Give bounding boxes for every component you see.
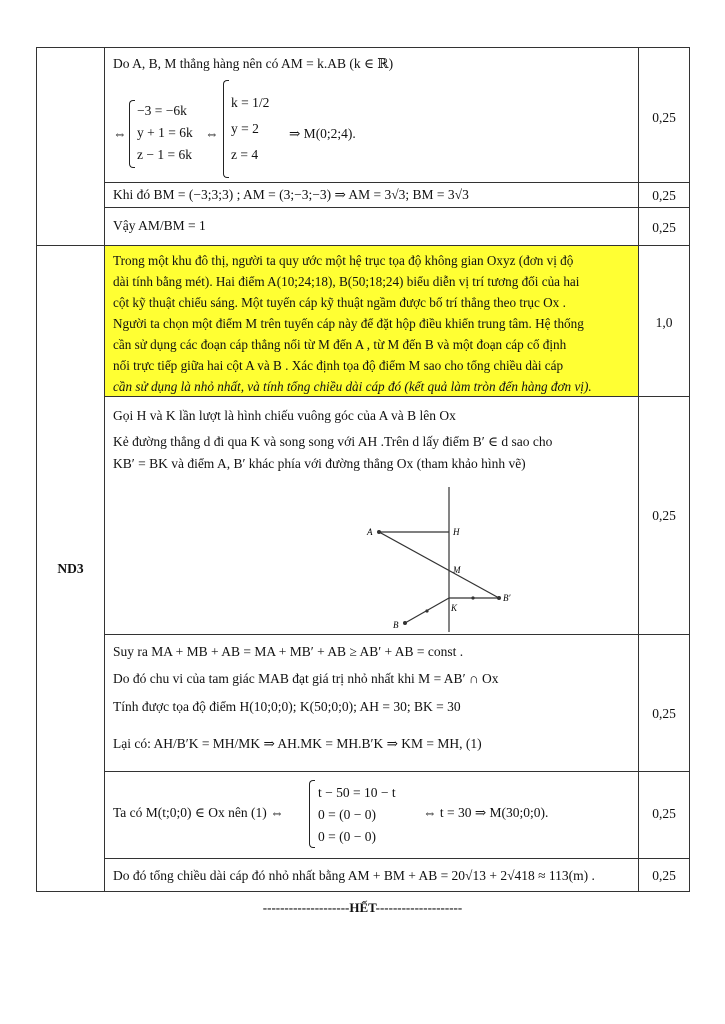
problem-line: nối trực tiếp giữa hai cột A và B . Xác định tọa độ điểm M sao cho tổng chiều dài cáp (113, 358, 564, 373)
equation: z − 1 = 6k (137, 147, 192, 162)
problem-line: cột kỹ thuật chiếu sáng. Một tuyến cáp kỹ thuật ngầm được bố trí thẳng theo trục Ox . (113, 295, 566, 310)
equation: t − 50 = 10 − t (318, 785, 396, 800)
problem-line: Người ta chọn một điểm M trên tuyến cáp này để đặt hộp điều khiển trung tâm. Hệ thống (113, 316, 584, 331)
fig-label-K: K (451, 603, 458, 613)
solution-line: Suy ra MA + MB + AB = MA + MB′ + AB ≥ AB′ + AB = const . (113, 644, 464, 659)
equation: 0 = (0 − 0) (318, 807, 376, 822)
equation: y = 2 (231, 121, 259, 136)
problem-statement (105, 246, 638, 396)
row-8-text: Do đó tổng chiều dài cáp đó nhỏ nhất bằng AM + BM + AB = 20√13 + 2√418 ≈ 113(m) . (113, 868, 595, 883)
result: ⇒ M(0;2;4). (289, 126, 356, 141)
solution-line: Kẻ đường thẳng d đi qua K và song song với AH .Trên d lấy điểm B′ ∈ d sao cho (113, 434, 553, 449)
fig-label-B: B (393, 620, 399, 630)
equation: 0 = (0 − 0) (318, 829, 376, 844)
col-divider (638, 48, 639, 891)
fig-label-M: M (453, 565, 461, 575)
score: 0,25 (652, 868, 676, 883)
system-1 (137, 100, 193, 166)
fig-label-Bprime: B′ (503, 593, 511, 603)
solution-line: Do đó chu vi của tam giác MAB đạt giá trị nhỏ nhất khi M = AB′ ∩ Ox (113, 671, 499, 686)
solution-line: KB′ = BK và điểm A, B′ khác phía với đường thẳng Ox (tham khảo hình vẽ) (113, 456, 526, 471)
col-divider (104, 48, 105, 891)
score: 0,25 (652, 188, 676, 203)
row-divider (104, 771, 689, 772)
equation: k = 1/2 (231, 95, 270, 110)
iff-symbol: ⇔ (113, 126, 127, 141)
brace (223, 80, 229, 178)
score: 0,25 (652, 706, 676, 721)
row-divider (104, 207, 689, 208)
score: 0,25 (652, 806, 676, 821)
score: 0,25 (652, 110, 676, 125)
row-divider (104, 634, 689, 635)
problem-line: cần sử dụng các đoạn cáp thẳng nối từ M đến A , từ M đến B và một đoạn cáp cố định (113, 337, 567, 352)
row-divider (104, 396, 689, 397)
row-7 (113, 778, 633, 853)
score: 0,25 (652, 220, 676, 235)
equation: y + 1 = 6k (137, 125, 193, 140)
equation: z = 4 (231, 147, 259, 162)
row-7-result: ⇔ t = 30 ⇒ M(30;0;0). (423, 805, 549, 820)
problem-line: cần sử dụng là nhỏ nhất, và tính tổng chiều dài cáp đó (kết quả làm tròn đến hàng đơn vị). (113, 379, 592, 394)
system-3 (318, 782, 396, 848)
solution-line: Tính được tọa độ điểm H(10;0;0); K(50;0;0); AH = 30; BK = 30 (113, 699, 461, 714)
problem-line: Trong một khu đô thị, người ta quy ước một hệ trục tọa độ không gian Oxyz (đơn vị độ (113, 253, 574, 268)
row-3-text: Vậy AM/BM = 1 (113, 218, 206, 233)
brace (129, 100, 135, 168)
solution-line: Lại có: AH/B′K = MH/MK ⇒ AH.MK = MH.B′K ⇒ KM = MH, (1) (113, 736, 482, 751)
row-1 (113, 56, 633, 186)
row-divider (104, 858, 689, 859)
row-1-intro: Do A, B, M thẳng hàng nên có AM = k.AB (k ∈ ℝ) (113, 56, 394, 71)
system-2 (231, 90, 269, 168)
solution-table (36, 47, 690, 892)
equation: −3 = −6k (137, 103, 187, 118)
iff-symbol: ⇔ (205, 126, 219, 141)
problem-line: dài tính bằng mét). Hai điểm A(10;24;18), B(50;18;24) biểu diễn vị trí tương đối của hai (113, 274, 580, 289)
section-label: ND3 (57, 561, 84, 576)
row-2-text: Khi đó BM = (−3;3;3) ; AM = (3;−3;−3) ⇒ AM = 3√3; BM = 3√3 (113, 187, 469, 202)
solution-line: Gọi H và K lần lượt là hình chiếu vuông góc của A và B lên Ox (113, 408, 456, 423)
score: 1,0 (655, 315, 673, 330)
row-divider (104, 182, 689, 183)
fig-label-H: H (453, 527, 460, 537)
score: 0,25 (652, 508, 676, 523)
geometry-figure (323, 477, 563, 637)
fig-label-A: A (367, 527, 373, 537)
brace (309, 780, 315, 848)
row-5 (113, 405, 633, 635)
row-7-prefix: Ta có M(t;0;0) ∈ Ox nên (1) ⇔ (113, 805, 284, 820)
end-marker: --------------------HẾT-------------------- (262, 900, 463, 915)
